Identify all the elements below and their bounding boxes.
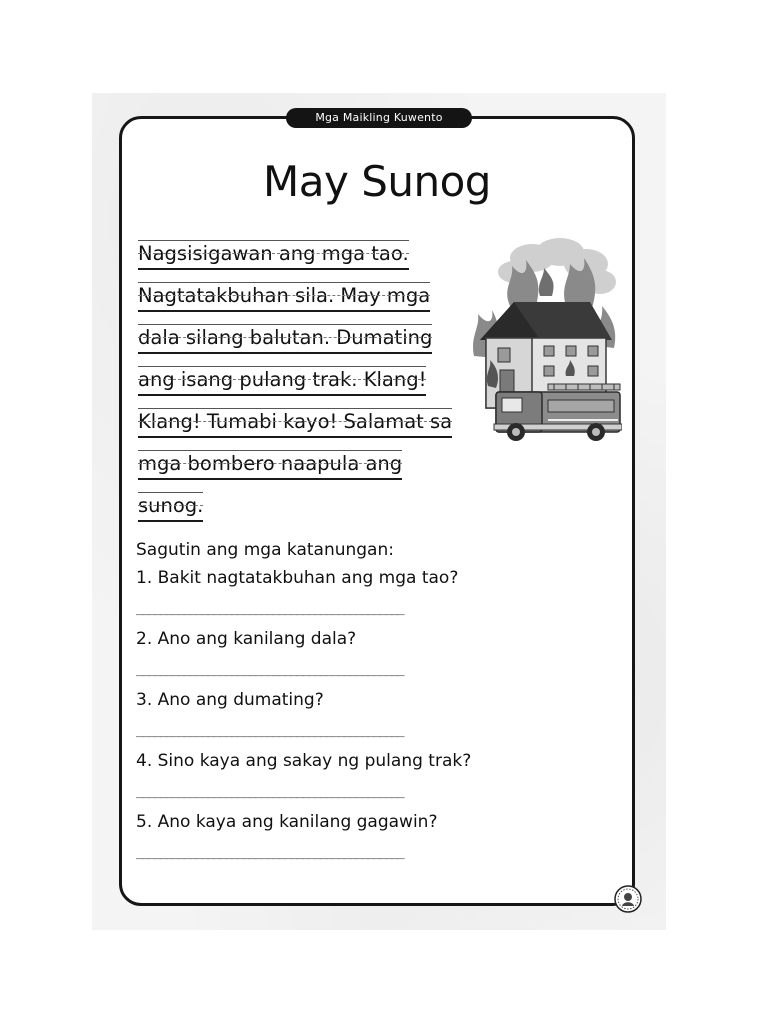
question-block: [136, 749, 606, 799]
round-logo-icon: [614, 885, 642, 913]
story-line: [138, 238, 483, 280]
series-label: Mga Maikling Kuwento: [286, 108, 472, 128]
story-line-text: sunog.: [138, 490, 203, 522]
answer-line[interactable]: _____________________________________________: [136, 846, 403, 860]
story-line-text: mga bombero naapula ang: [138, 448, 402, 480]
question-item: 5. Ano kaya ang kanilang gagawin?: [136, 812, 438, 832]
burning-house-illustration: [470, 236, 622, 444]
story-title: May Sunog: [263, 157, 491, 206]
question-item: 1. Bakit nagtatakbuhan ang mga tao?: [136, 568, 459, 588]
story-line-text: Nagtatakbuhan sila. May mga: [138, 280, 430, 312]
question-item: 2. Ano ang kanilang dala?: [136, 629, 357, 649]
question-block: [136, 688, 606, 738]
story-line-text: Klang! Tumabi kayo! Salamat sa: [138, 406, 452, 438]
story-line-text: Nagsisigawan ang mga tao.: [138, 238, 409, 270]
question-block: [136, 566, 606, 616]
answer-line[interactable]: _____________________________________________: [136, 724, 403, 738]
story-line: [138, 322, 483, 364]
question-section: [136, 538, 606, 871]
question-item: 4. Sino kaya ang sakay ng pulang trak?: [136, 751, 472, 771]
story-line: [138, 406, 483, 448]
question-block: [136, 627, 606, 677]
story-line: [138, 490, 483, 532]
story-text: [138, 238, 483, 532]
question-block: [136, 810, 606, 860]
question-item: 3. Ano ang dumating?: [136, 690, 324, 710]
story-line: [138, 448, 483, 490]
story-line-text: ang isang pulang trak. Klang!: [138, 364, 426, 396]
story-line: [138, 364, 483, 406]
questions-heading: Sagutin ang mga katanungan:: [136, 540, 394, 560]
story-line: [138, 280, 483, 322]
fire-truck-icon: [494, 384, 622, 441]
answer-line[interactable]: _____________________________________________: [136, 785, 403, 799]
answer-line[interactable]: _____________________________________________: [136, 663, 403, 677]
story-line-text: dala silang balutan. Dumating: [138, 322, 432, 354]
answer-line[interactable]: _____________________________________________: [136, 602, 403, 616]
